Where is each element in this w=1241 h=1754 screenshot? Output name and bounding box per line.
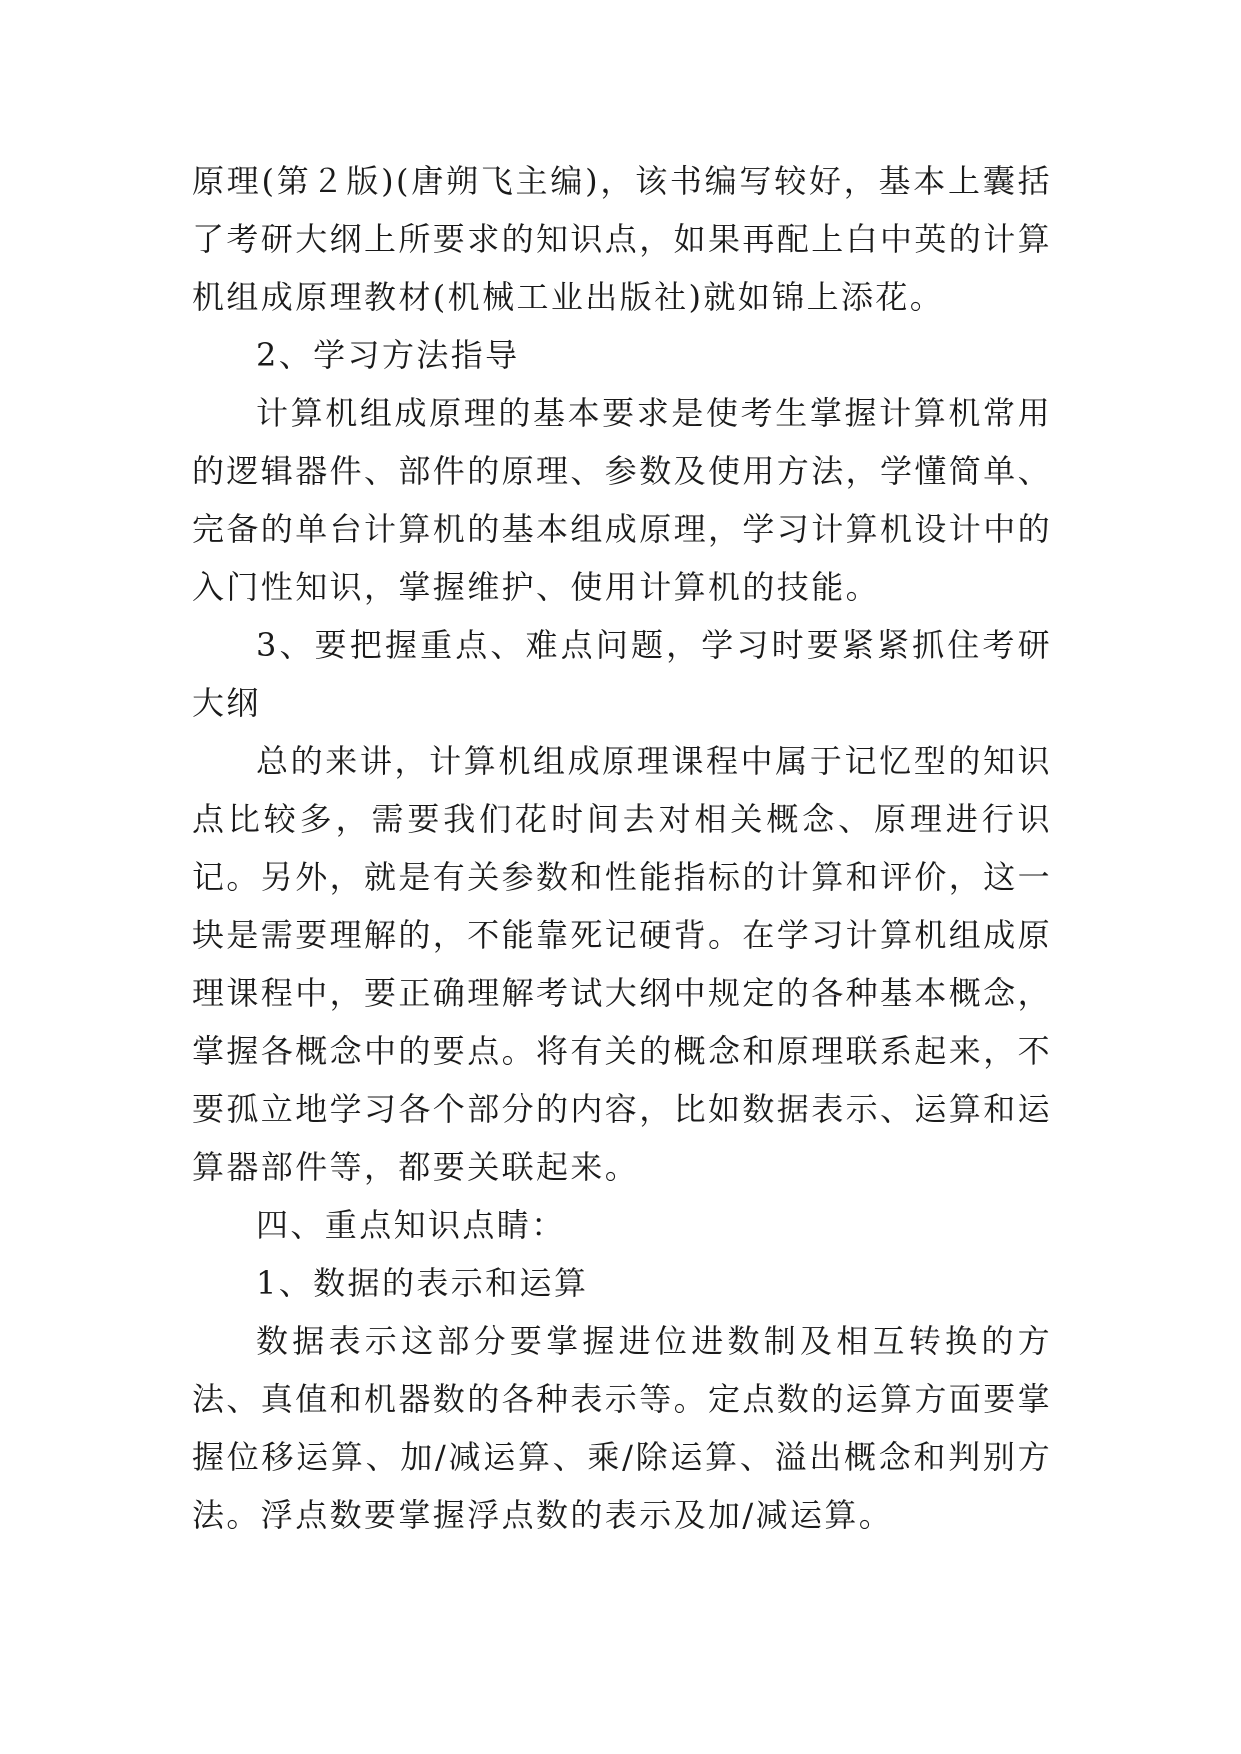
paragraph-basic-requirements: 计算机组成原理的基本要求是使考生掌握计算机常用的逻辑器件、部件的原理、参数及使用方法，学懂简单、完备的单台计算机的基本组成原理，学习计算机设计中的入门性知识，掌握维护、使用计算机的技能。 (192, 394, 1053, 606)
heading-data-representation: 1、数据的表示和运算 (256, 1264, 589, 1302)
paragraph-general-overview: 总的来讲，计算机组成原理课程中属于记忆型的知识点比较多，需要我们花时间去对相关概念、原理进行识记。另外，就是有关参数和性能指标的计算和评价，这一块是需要理解的，不能靠死记硬背。在学习计算机组成原理课程中，要正确理解考试大纲中规定的各种基本概念，掌握各概念中的要点。将有关的概念和原理联系起来，不要孤立地学习各个部分的内容，比如数据表示、运算和运算器部件等，都要关联起来。 (192, 742, 1053, 1186)
heading-key-points: 3、要把握重点、难点问题，学习时要紧紧抓住考研大纲 (192, 626, 1052, 722)
heading-study-method: 2、学习方法指导 (256, 336, 520, 374)
document-body (192, 152, 1052, 1544)
heading-key-knowledge: 四、重点知识点睛： (256, 1206, 566, 1244)
paragraph-data-representation: 数据表示这部分要掌握进位进数制及相互转换的方法、真值和机器数的各种表示等。定点数的运算方面要掌握位移运算、加/减运算、乘/除运算、溢出概念和判别方法。浮点数要掌握浮点数的表示及加/减运算。 (192, 1322, 1053, 1534)
paragraph-textbook-recommendation: 原理(第２版)(唐朔飞主编)，该书编写较好，基本上囊括了考研大纲上所要求的知识点，如果再配上白中英的计算机组成原理教材(机械工业出版社)就如锦上添花。 (192, 162, 1053, 316)
